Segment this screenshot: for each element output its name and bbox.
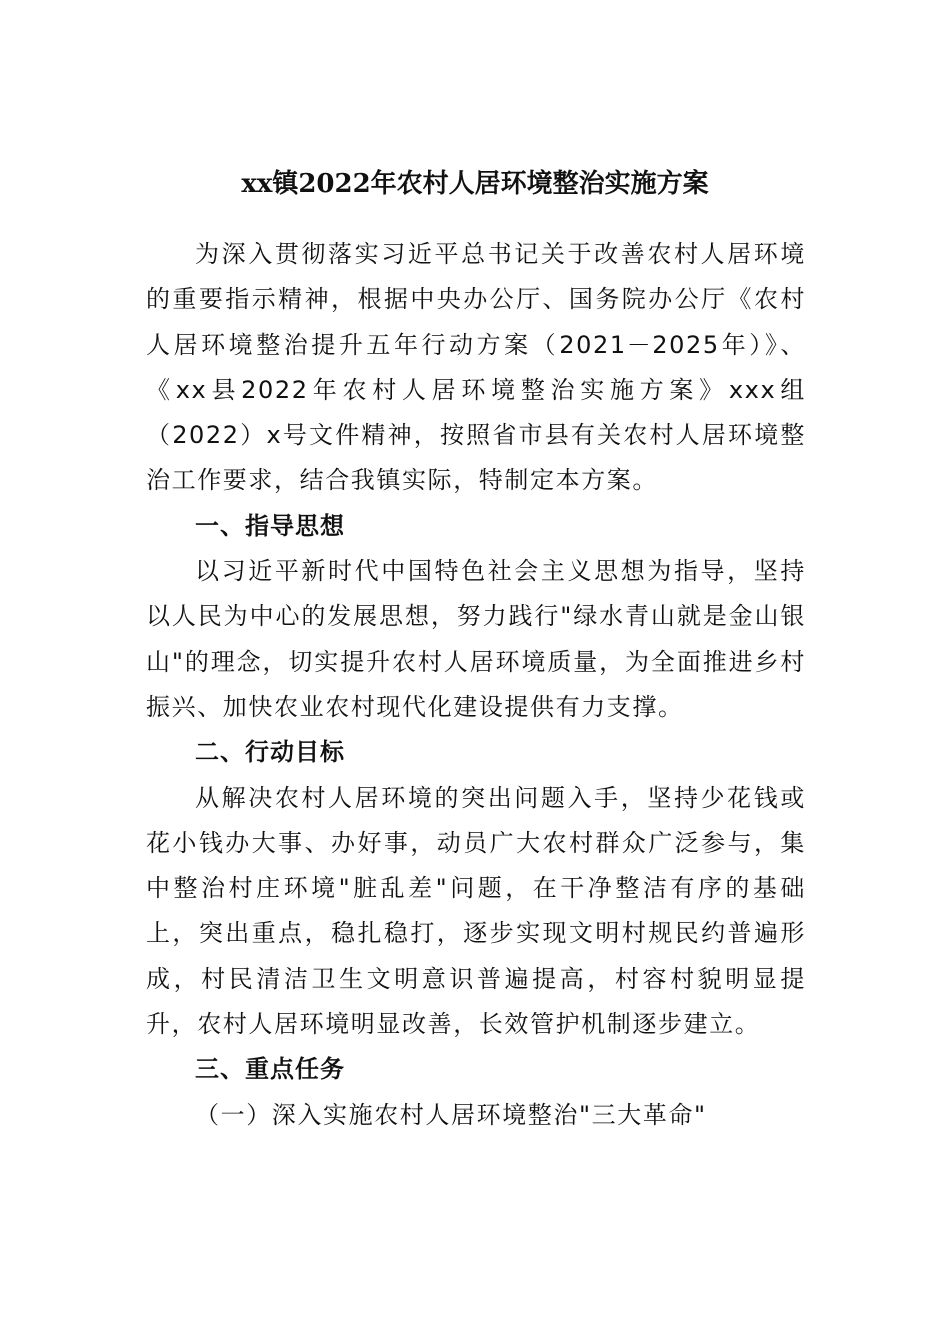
section-heading-action-goals: 二、行动目标	[195, 738, 345, 767]
document-body	[146, 232, 806, 1138]
document-title: xx镇2022年农村人居环境整治实施方案	[241, 169, 709, 199]
section-paragraph-action-goals: 从解决农村人居环境的突出问题入手，坚持少花钱或花小钱办大事、办好事，动员广大农村群众广泛参与，集中整治村庄环境"脏乱差"问题，在干净整洁有序的基础上，突出重点，稳扎稳打，逐步实现文明村规民约普遍形成，村民清洁卫生文明意识普遍提高，村容村貌明显提升，农村人居环境明显改善，长效管护机制逐步建立。	[146, 783, 806, 1039]
section-heading-key-tasks: 三、重点任务	[195, 1055, 345, 1084]
section-paragraph-guiding-ideology: 以习近平新时代中国特色社会主义思想为指导，坚持以人民为中心的发展思想，努力践行"绿水青山就是金山银山"的理念，切实提升农村人居环境质量，为全面推进乡村振兴、加快农业农村现代化建设提供有力支撑。	[146, 557, 806, 721]
section-heading-guiding-ideology: 一、指导思想	[195, 511, 345, 540]
intro-paragraph: 为深入贯彻落实习近平总书记关于改善农村人居环境的重要指示精神，根据中央办公厅、国务院办公厅《农村人居环境整治提升五年行动方案（2021－2025年）》、《xx县2022年农村人居环境整治实施方案》xxx组（2022）x号文件精神，按照省市县有关农村人居环境整治工作要求，结合我镇实际，特制定本方案。	[146, 240, 806, 495]
subsection-heading-three-revolutions: （一）深入实施农村人居环境整治"三大革命"	[195, 1100, 707, 1129]
